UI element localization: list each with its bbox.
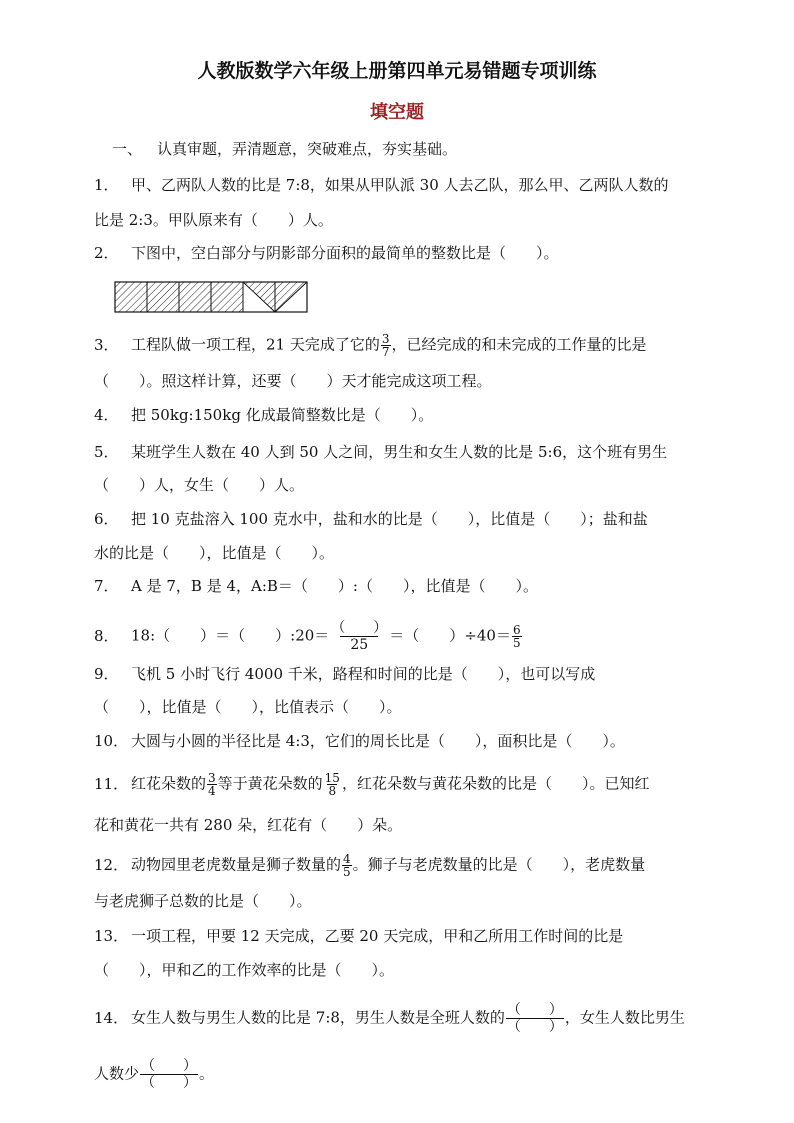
question-text: 动物园里老虎数量是狮子数量的	[131, 855, 342, 874]
question-6-line-1	[94, 509, 648, 529]
question-4-line-1	[94, 405, 433, 425]
fraction-denominator: 5	[343, 865, 351, 879]
fraction-numerator: 6	[512, 623, 521, 637]
question-text: 。	[199, 1064, 215, 1083]
fraction-denominator: 25	[340, 636, 378, 653]
question-14-line-2	[94, 1058, 214, 1091]
question-number: 13．	[94, 927, 129, 945]
fraction-denominator: 4	[208, 784, 216, 798]
shaded-rectangle-figure	[114, 281, 310, 313]
question-text: 。狮子与老虎数量的比是（ ），老虎数量	[352, 855, 646, 874]
question-text: 大圆与小圆的半径比是 4:3，它们的周长比是（ ），面积比是（ ）。	[131, 732, 625, 750]
question-number: 4．	[94, 406, 119, 424]
question-number: 10．	[94, 732, 129, 750]
question-text: ，女生人数比男生	[564, 1008, 685, 1027]
fraction-numerator: 3	[381, 332, 390, 346]
question-12-line-1	[94, 853, 645, 878]
section-text: 认真审题，弄清题意，突破难点，夯实基础。	[157, 140, 458, 158]
question-number: 9．	[94, 665, 119, 683]
question-text: 工程队做一项工程，21 天完成了它的	[131, 335, 380, 354]
question-number: 11．	[94, 774, 129, 793]
fraction	[207, 772, 217, 797]
question-text: 飞机 5 小时飞行 4000 千米，路程和时间的比是（ ），也可以写成	[131, 665, 596, 683]
question-3-line-2: （ ）。照这样计算，还要（ ）天才能完成这项工程。	[94, 372, 492, 390]
question-text: 18:（ ）＝（ ）:20＝	[131, 626, 330, 645]
question-text: 某班学生人数在 40 人到 50 人之间，男生和女生人数的比是 5:6，这个班有男生	[131, 443, 668, 461]
question-10-line-1	[94, 731, 625, 751]
question-3-line-1	[94, 333, 647, 358]
question-number: 1．	[94, 176, 119, 194]
fraction-numerator: 4	[343, 852, 351, 866]
question-13-line-1	[94, 926, 623, 946]
question-text: 把 10 克盐溶入 100 克水中，盐和水的比是（ ），比值是（ ）；盐和盐	[131, 510, 648, 528]
fraction	[140, 1058, 198, 1091]
fraction-denominator: 5	[512, 636, 521, 650]
question-2-line-1	[94, 243, 559, 263]
question-5-line-1	[94, 442, 667, 462]
question-6-line-2: 水的比是（ ），比值是（ ）。	[94, 544, 335, 562]
fraction	[381, 333, 391, 358]
question-11-line-2: 花和黄花一共有 280 朵，红花有（ ）朵。	[94, 816, 403, 834]
question-number: 6．	[94, 510, 119, 528]
fraction-denominator: （ ）	[141, 1075, 198, 1091]
section-number: 一、	[112, 140, 143, 158]
question-text: 甲、乙两队人数的比是 7:8，如果从甲队派 30 人去乙队，那么甲、乙两队人数的	[131, 176, 669, 194]
question-9-line-1	[94, 664, 595, 684]
question-14-line-1	[94, 1002, 685, 1035]
question-text: ，已经完成的和未完成的工作量的比是	[391, 335, 647, 354]
fraction-denominator: （ ）	[506, 1019, 563, 1035]
fraction-numerator: 15	[324, 771, 340, 785]
question-text: 红花朵数的	[131, 774, 207, 793]
question-number: 12．	[94, 855, 129, 874]
question-7-line-1	[94, 576, 538, 596]
question-number: 14．	[94, 1008, 129, 1027]
fraction-denominator: 8	[328, 784, 337, 798]
question-text: 把 50kg:150kg 化成最简整数比是（ ）。	[131, 406, 434, 424]
question-12-line-2: 与老虎狮子总数的比是（ ）。	[94, 892, 312, 910]
question-9-line-2: （ ），比值是（ ），比值表示（ ）。	[94, 698, 402, 716]
fraction	[506, 1002, 564, 1035]
question-text: 下图中，空白部分与阴影部分面积的最简单的整数比是（ ）。	[131, 244, 559, 262]
fraction-numerator: （ ）	[141, 1058, 198, 1074]
question-number: 8．	[94, 626, 119, 645]
section-instruction	[112, 139, 457, 159]
question-5-line-2: （ ）人，女生（ ）人。	[94, 476, 305, 494]
fraction	[342, 853, 352, 878]
question-text: A 是 7，B 是 4，A:B＝（ ）:（ ），比值是（ ）。	[131, 577, 538, 595]
fraction-denominator: 7	[381, 345, 390, 359]
fraction	[324, 772, 341, 797]
question-number: 5．	[94, 443, 119, 461]
question-11-line-1	[94, 772, 649, 797]
fraction	[330, 620, 388, 653]
question-8-line-1	[94, 620, 523, 653]
question-13-line-2: （ ），甲和乙的工作效率的比是（ ）。	[94, 961, 395, 979]
question-text: 人数少	[94, 1064, 140, 1083]
question-number: 3．	[94, 335, 119, 354]
question-number: 2．	[94, 244, 119, 262]
fraction-numerator: （ ）	[506, 1002, 563, 1018]
question-text: 一项工程，甲要 12 天完成，乙要 20 天完成，甲和乙所用工作时间的比是	[131, 927, 624, 945]
section-subtitle: 填空题	[370, 102, 424, 123]
question-text: ，红花朵数与黄花朵数的比是（ ）。已知红	[341, 774, 650, 793]
question-1-line-2: 比是 2:3。甲队原来有（ ）人。	[94, 211, 333, 229]
page-title: 人教版数学六年级上册第四单元易错题专项训练	[197, 60, 597, 82]
fraction	[512, 624, 522, 649]
question-text: ＝（ ）÷40＝	[389, 626, 511, 645]
question-text: 女生人数与男生人数的比是 7:8，男生人数是全班人数的	[131, 1008, 505, 1027]
question-1-line-1	[94, 175, 669, 195]
question-number: 7．	[94, 577, 119, 595]
fraction-numerator: 3	[208, 771, 216, 785]
question-text: 等于黄花朵数的	[217, 774, 323, 793]
fraction-numerator: （ ）	[331, 620, 388, 636]
